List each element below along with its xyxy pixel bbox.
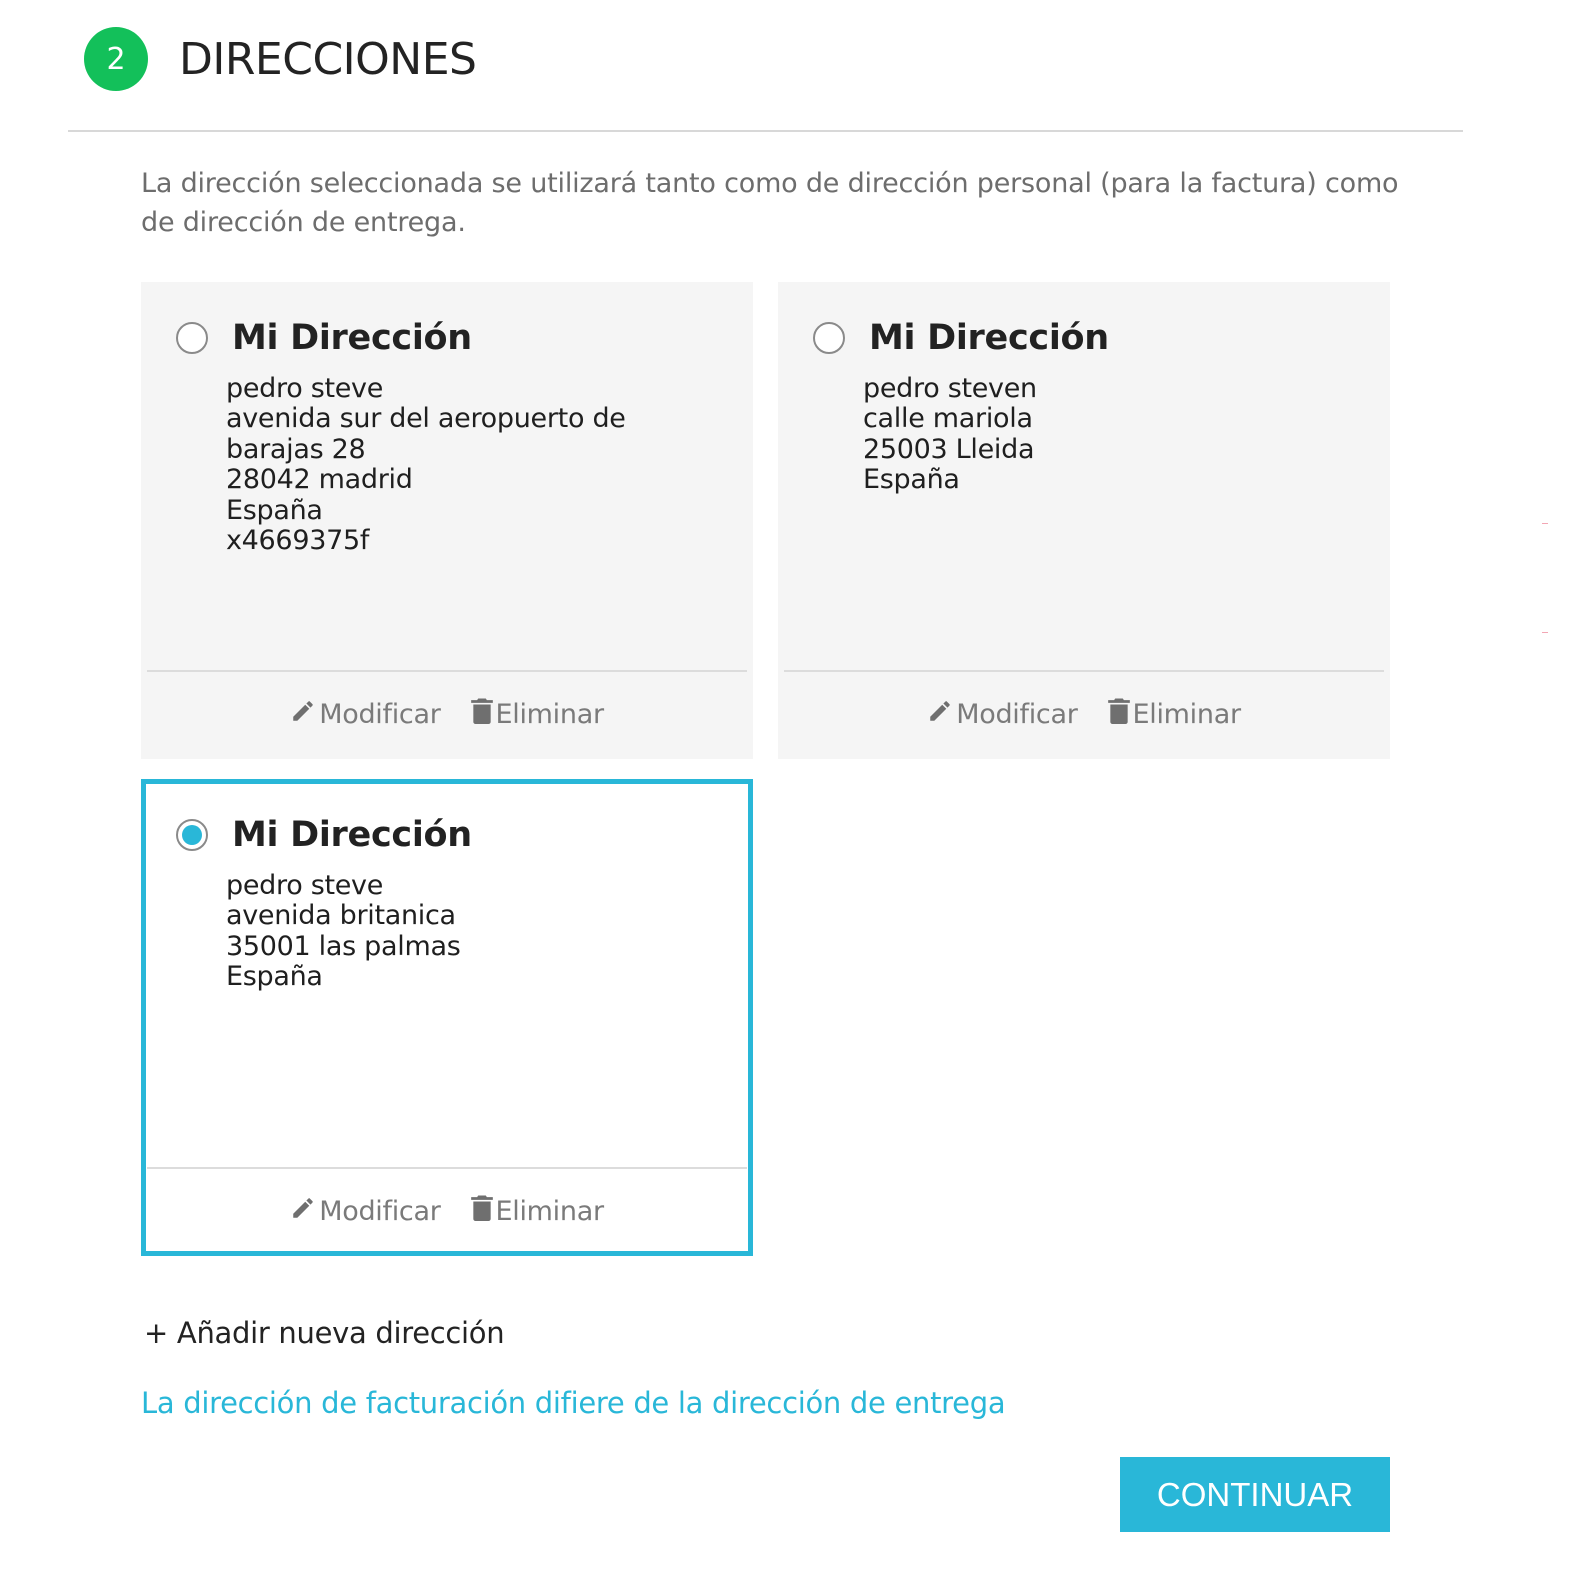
- delete-label: Eliminar: [495, 1195, 604, 1227]
- delete-address-button[interactable]: [1108, 698, 1241, 731]
- edge-mark: [1542, 632, 1548, 633]
- address-card[interactable]: [778, 282, 1390, 759]
- delete-label: Eliminar: [1132, 698, 1241, 730]
- pencil-icon: [290, 698, 319, 731]
- edit-label: Modificar: [319, 1195, 441, 1227]
- intro-text: La dirección seleccionada se utilizará tanto como de dirección personal (para la factura) como de dirección de entrega.: [141, 168, 1399, 238]
- continue-button[interactable]: CONTINUAR: [1120, 1457, 1390, 1532]
- edit-address-button[interactable]: [290, 698, 440, 731]
- delete-address-button[interactable]: [471, 698, 604, 731]
- header-divider: [68, 130, 1463, 132]
- page-title: DIRECCIONES: [179, 33, 477, 85]
- edit-address-button[interactable]: [290, 1195, 440, 1228]
- card-divider: [784, 670, 1384, 672]
- address-line: pedro steve: [226, 870, 384, 901]
- step-header: [84, 26, 476, 92]
- address-card[interactable]: [141, 282, 753, 759]
- address-line: pedro steven: [863, 373, 1037, 404]
- add-new-address-link[interactable]: + Añadir nueva dirección: [144, 1316, 505, 1350]
- address-line: barajas 28: [226, 433, 366, 465]
- step-number-badge: 2: [84, 27, 148, 91]
- address-line: avenida sur del aeropuerto de: [226, 403, 626, 435]
- address-card-selected[interactable]: [141, 779, 753, 1256]
- trash-icon: [471, 1195, 496, 1228]
- card-divider: [147, 670, 747, 672]
- edit-address-button[interactable]: [927, 698, 1077, 731]
- edit-label: Modificar: [319, 698, 441, 730]
- address-radio[interactable]: [176, 322, 208, 354]
- card-divider: [147, 1167, 747, 1169]
- billing-differs-link[interactable]: La dirección de facturación difiere de la dirección de entrega: [141, 1386, 1006, 1420]
- address-line: España: [863, 464, 960, 496]
- address-line: calle mariola: [863, 403, 1033, 435]
- edit-label: Modificar: [956, 698, 1078, 730]
- trash-icon: [471, 698, 496, 731]
- address-line: 28042 madrid: [226, 464, 413, 496]
- trash-icon: [1108, 698, 1133, 731]
- edge-mark: [1542, 523, 1548, 524]
- address-line: pedro steve: [226, 373, 384, 404]
- delete-label: Eliminar: [495, 698, 604, 730]
- pencil-icon: [290, 1195, 319, 1228]
- address-lines: [226, 374, 626, 556]
- address-alias: Mi Dirección: [232, 815, 472, 855]
- delete-address-button[interactable]: [471, 1195, 604, 1228]
- pencil-icon: [927, 698, 956, 731]
- address-alias: Mi Dirección: [869, 318, 1109, 358]
- address-line: 25003 Lleida: [863, 433, 1035, 465]
- address-lines: [226, 871, 460, 993]
- address-lines: [863, 374, 1037, 496]
- address-radio-selected[interactable]: [176, 819, 208, 851]
- address-radio[interactable]: [813, 322, 845, 354]
- address-line: x4669375f: [226, 525, 370, 557]
- address-line: España: [226, 961, 323, 993]
- radio-dot: [182, 825, 202, 845]
- address-line: España: [226, 494, 323, 526]
- address-line: avenida britanica: [226, 900, 456, 932]
- address-line: 35001 las palmas: [226, 930, 461, 962]
- address-alias: Mi Dirección: [232, 318, 472, 358]
